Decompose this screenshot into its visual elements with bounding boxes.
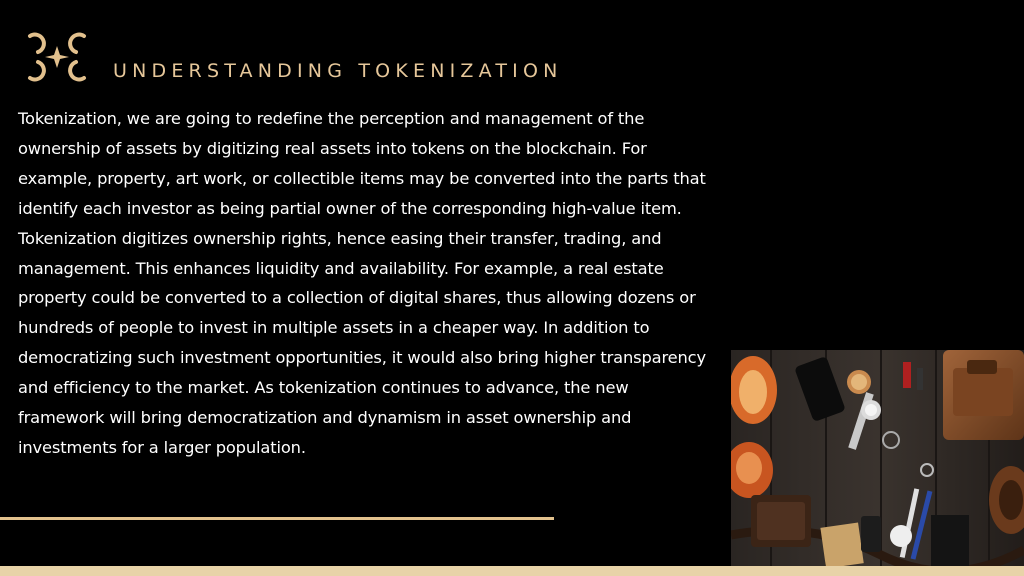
body-paragraph: Tokenization, we are going to redefine the perception and management of the ownership of assets by digitizing real assets into tokens on the blockchain. For example, property, art work, or collectible items may be converted into the parts that identify each investor as being partial owner of the corresponding high-value item. Tokenization digitizes ownership rights, hence easing their transfer, trading, and management. This enhances liquidity and availability. For example, a real estate property could be converted to a collection of digital shares, thus allowing dozens or hundreds of people to invest in multiple assets in a cheaper way. In addition to democratizing such investment opportunities, it would also bring higher transparency and efficiency to the market. As tokenization continues to advance, the new framework will bring democratization and dynamism in asset ownership and investments for a larger population. (18, 109, 706, 457)
accessories-photo (731, 350, 1024, 566)
divider-line (0, 517, 554, 520)
bottom-bar (0, 566, 1024, 576)
notebook (931, 515, 969, 566)
page-title: UNDERSTANDING TOKENIZATION (113, 60, 563, 82)
lipstick (903, 362, 911, 388)
perfume (861, 516, 881, 552)
watch-2 (890, 525, 912, 547)
ornamental-logo-icon (24, 26, 90, 88)
card (820, 523, 863, 566)
